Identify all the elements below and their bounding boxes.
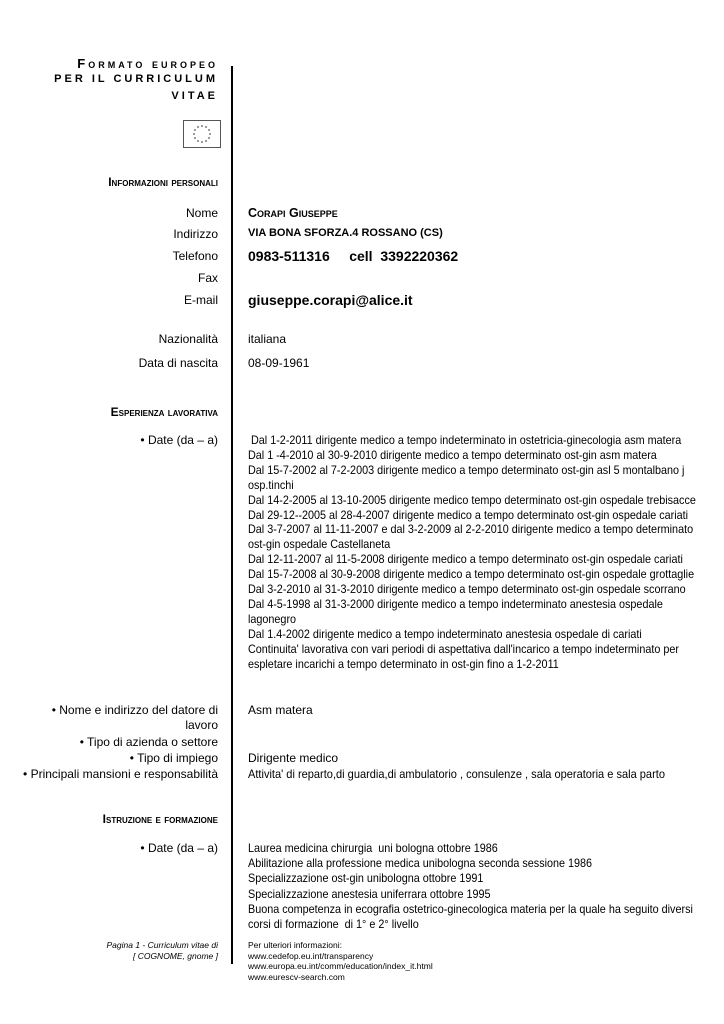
- education-line: corsi di formazione di 1° e 2° livello: [248, 917, 419, 932]
- education-line: Buona competenza in ecografia ostetrico-ginecologica materia per la quale ha seguito diversi: [248, 901, 693, 916]
- section-personal-info-title: Informazioni personali: [108, 175, 218, 189]
- section-education-title: Istruzione e formazione: [102, 812, 218, 826]
- work-line: osp.tinchi: [248, 477, 294, 492]
- work-line: Dal 1-2-2011 dirigente medico a tempo indeterminato in ostetricia-ginecologia asm matera: [248, 433, 682, 447]
- work-line: Dal 4-5-1998 al 31-3-2000 dirigente medico a tempo indeterminato anestesia ospedale: [248, 596, 663, 611]
- vertical-divider: [231, 66, 233, 964]
- work-line: espletare incarichi a tempo determinato in ost-gin fino a 1-2-2011: [248, 656, 559, 671]
- education-line: Laurea medicina chirurgia uni bologna ottobre 1986: [248, 841, 498, 855]
- footer-info-heading: Per ulteriori informazioni:: [248, 940, 343, 950]
- email-label: E-mail: [183, 293, 218, 307]
- address-value: [248, 227, 443, 239]
- work-line: Dal 3-7-2007 al 11-11-2007 e dal 3-2-2009 al 2-2-2010 dirigente medico a tempo determinato: [248, 522, 694, 537]
- birth-date-value: 08-09-1961: [248, 356, 310, 370]
- education-line: Specializzazione anestesia uniferrara ottobre 1995: [248, 886, 491, 901]
- cv-title-text-3: VITAE: [171, 90, 218, 102]
- cv-title-line-3: [171, 90, 218, 102]
- cv-title-text-1: Formato europeo: [77, 56, 218, 71]
- job-type-label: • Tipo di impiego: [129, 751, 218, 765]
- address-label: Indirizzo: [173, 227, 218, 241]
- section-work-experience-title: Esperienza lavorativa: [110, 405, 218, 419]
- employer-label: • Nome e indirizzo del datore di lavoro: [51, 703, 218, 732]
- employer-value: Asm matera: [248, 703, 313, 717]
- eu-flag-stars-icon: [184, 121, 220, 147]
- work-line: Dal 15-7-2008 al 30-9-2008 dirigente medico a tempo determinato ost-gin ospedale grottaglie: [248, 567, 695, 582]
- birth-date-label: Data di nascita: [138, 356, 218, 370]
- phone-label: Telefono: [172, 249, 218, 263]
- duties-value: Attivita' di reparto,di guardia,di ambulatorio , consulenze , sala operatoria e sala parto: [248, 767, 665, 781]
- cv-title-line-1: [77, 56, 218, 71]
- footer-name-line: [ COGNOME, gnome ]: [132, 951, 218, 961]
- education-line: Abilitazione alla professione medica unibologna seconda sessione 1986: [248, 856, 593, 871]
- cv-title-text-2: PER IL CURRICULUM: [54, 73, 218, 85]
- work-line: Dal 29-12--2005 al 28-4-2007 dirigente medico a tempo determinato ost-gin ospedale cariati: [248, 507, 689, 522]
- address-value-text: VIA BONA SFORZA.4 ROSSANO (CS): [248, 227, 443, 239]
- name-label: Nome: [185, 206, 218, 220]
- nationality-label: Nazionalità: [158, 332, 218, 346]
- eu-flag-icon: [183, 120, 221, 148]
- footer-links: [248, 940, 433, 982]
- duties-label: • Principali mansioni e responsabilità: [23, 767, 218, 781]
- fax-label: Fax: [197, 271, 218, 285]
- phone-value: 0983-511316 cell 3392220362: [248, 248, 459, 264]
- work-history-list: [248, 433, 696, 672]
- work-line: lagonegro: [248, 611, 297, 626]
- work-line: Continuita' lavorativa con vari periodi di aspettativa dall'incarico a tempo indeterminato per: [248, 641, 679, 656]
- education-line: Specializzazione ost-gin unibologna ottobre 1991: [248, 871, 484, 886]
- name-value-text: Corapi Giuseppe: [248, 206, 338, 220]
- company-type-label: • Tipo di azienda o settore: [79, 735, 218, 749]
- work-line: Dal 15-7-2002 al 7-2-2003 dirigente medico a tempo determinato ost-gin asl 5 montalbano j: [248, 462, 685, 477]
- cv-title-line-2: [54, 73, 218, 85]
- section-work-experience: [111, 405, 218, 419]
- footer-link-europa[interactable]: www.europa.eu.int/comm/education/index_it.html: [248, 961, 433, 971]
- work-line: Dal 3-2-2010 al 31-3-2010 dirigente medico a tempo determinato ost-gin ospedale scorrano: [248, 582, 686, 597]
- work-line: Dal 12-11-2007 al 11-5-2008 dirigente medico a tempo determinato ost-gin ospedale cariati: [248, 552, 683, 567]
- work-line: Dal 1.4-2002 dirigente medico a tempo indeterminato anestesia ospedale di cariati: [248, 626, 642, 641]
- footer-link-eurescv[interactable]: www.eurescv-search.com: [248, 971, 345, 982]
- education-dates-label: • Date (da – a): [140, 841, 218, 855]
- section-education: [103, 812, 218, 826]
- footer-page-info: [107, 940, 219, 962]
- footer-page-line: Pagina 1 - Curriculum vitae di: [106, 940, 218, 950]
- section-personal-info: [108, 175, 218, 189]
- nationality-value: italiana: [248, 332, 287, 346]
- education-list: [248, 841, 693, 932]
- work-line: Dal 1 -4-2010 al 30-9-2010 dirigente medico a tempo determinato ost-gin asm matera: [248, 447, 657, 462]
- footer-link-cedefop[interactable]: www.cedefop.eu.int/transparency: [248, 950, 374, 961]
- email-value: giuseppe.corapi@alice.it: [248, 292, 413, 308]
- work-line: ost-gin ospedale Castellaneta: [248, 537, 391, 552]
- work-line: Dal 14-2-2005 al 13-10-2005 dirigente medico tempo determinato ost-gin ospedale trebisacce: [248, 492, 696, 507]
- work-dates-label: • Date (da – a): [140, 433, 218, 447]
- name-value: [248, 206, 338, 220]
- job-type-value: Dirigente medico: [248, 751, 339, 765]
